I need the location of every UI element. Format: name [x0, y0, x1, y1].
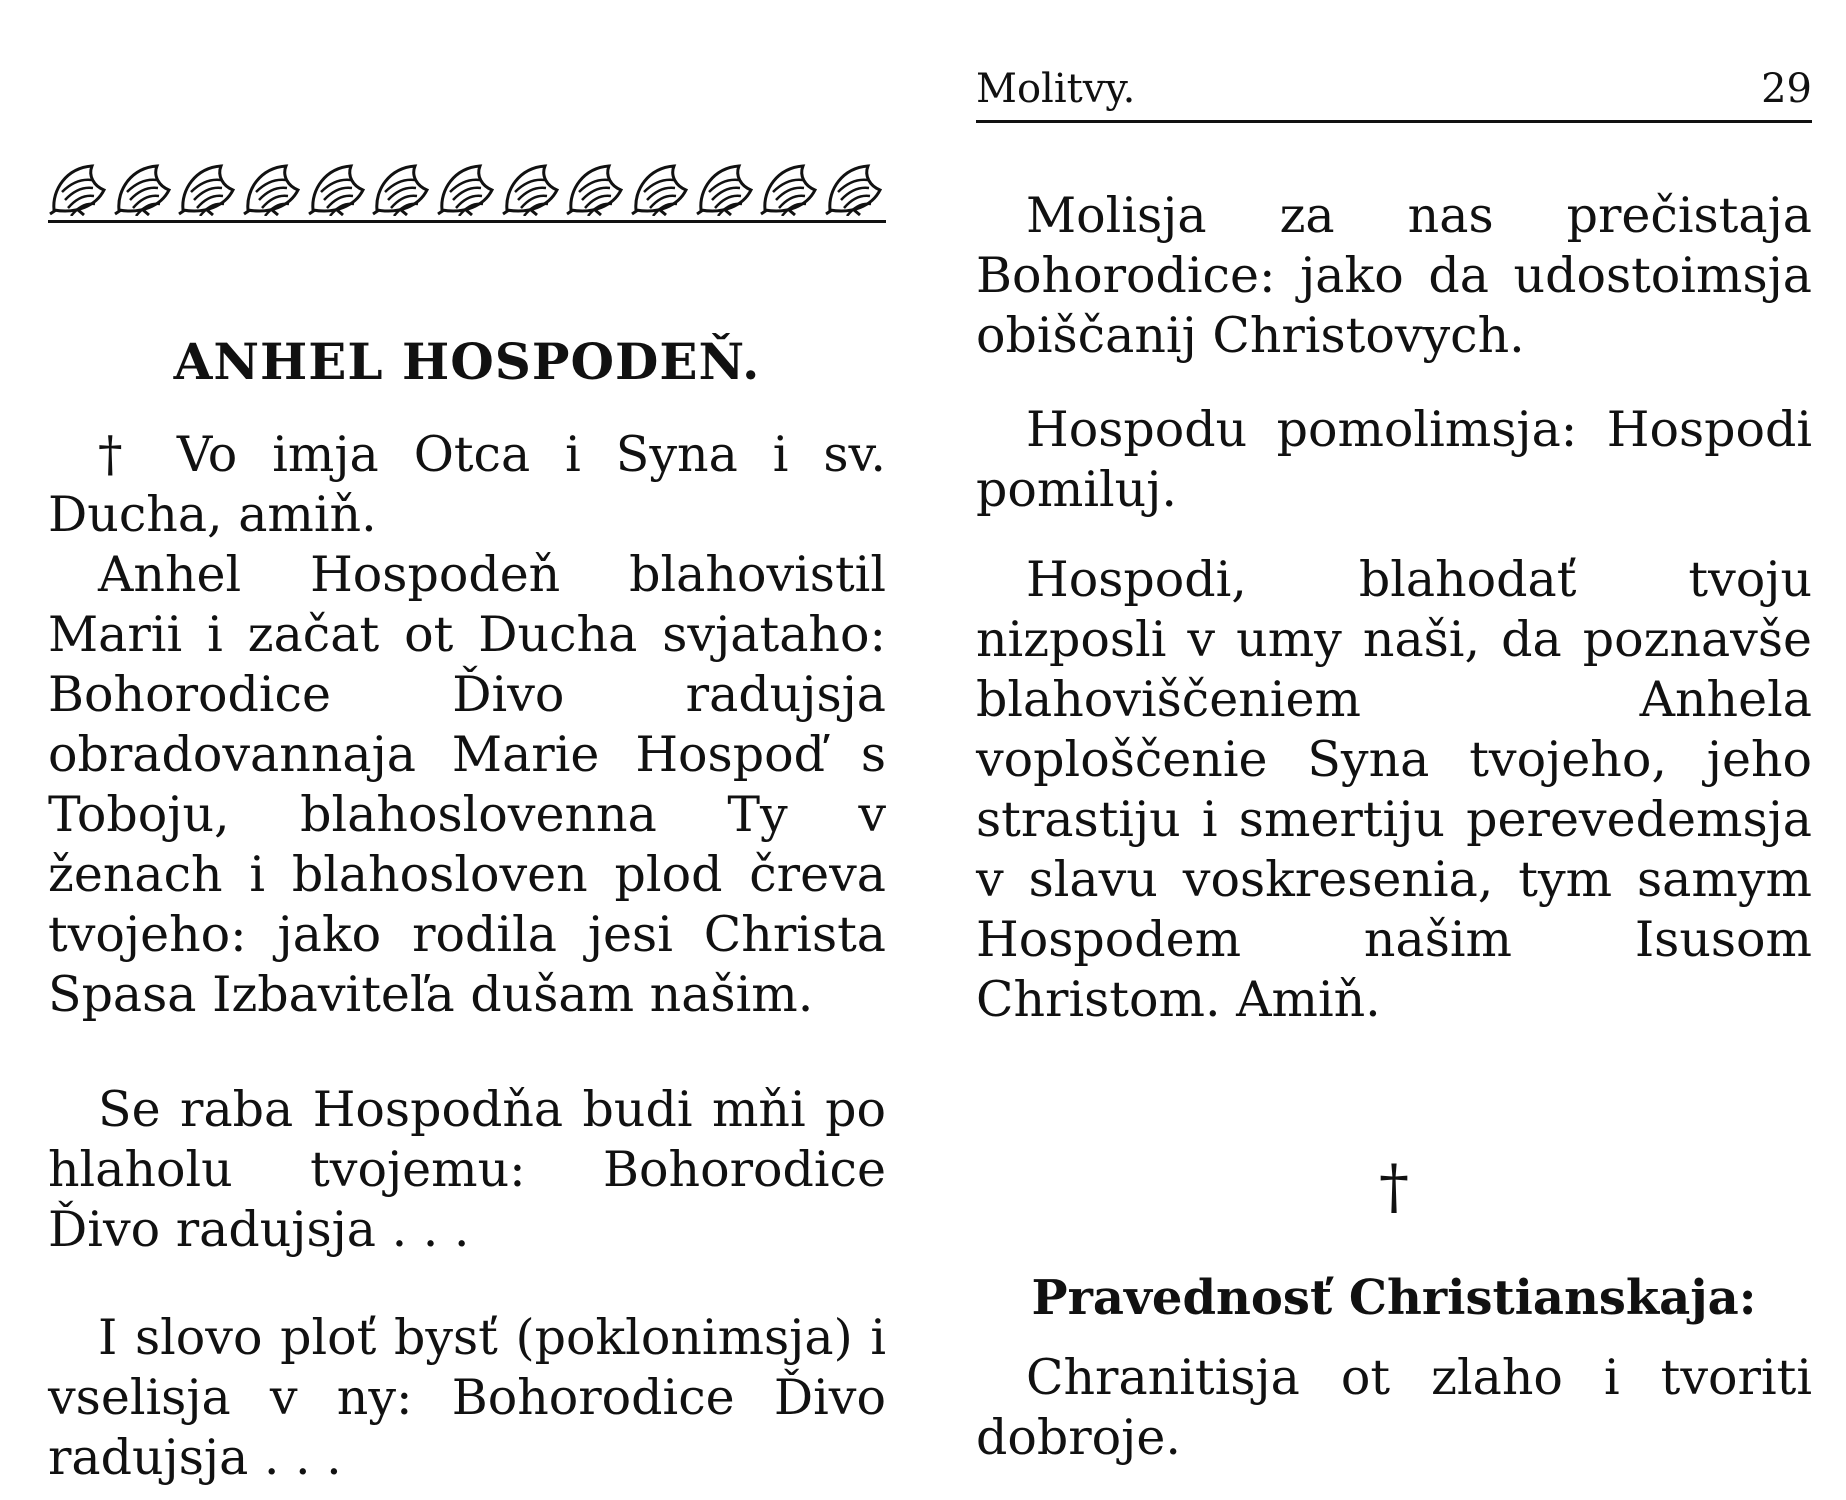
section-subheading: Pravednosť Christianskaja:: [1031, 1270, 1757, 1326]
paragraph-kyrie: Hospodu pomolimsja: Hospodi pomiluj.: [976, 401, 1812, 518]
leaf-ornament-icon: [307, 160, 369, 216]
leaf-ornament-icon: [630, 160, 692, 216]
paragraph-handmaid: Se raba Hospodňa budi mňi po hlaholu tvojemu: Bohorodice Ďivo radujsja . . .: [48, 1081, 886, 1258]
leaf-ornament-icon: [436, 160, 498, 216]
page-number: 29: [1761, 66, 1812, 112]
leaf-ornament-icon: [113, 160, 175, 216]
paragraph-invocation: † Vo imja Otca i Syna i sv. Ducha, amiň.: [48, 426, 886, 543]
paragraph-collect: Hospodi, blahodať tvoju nizposli v umy naši, da poznavše blahoviščeniem Anhela voploščenie Syna tvojeho, jeho strastiju i smertiju perevedemsja v slavu voskresenia, tym samym Hospodem našim Isusom Christom. Amiň.: [976, 551, 1812, 1028]
leaf-ornament-icon: [177, 160, 239, 216]
leaf-ornament-icon: [371, 160, 433, 216]
leaf-ornament-icon: [242, 160, 304, 216]
paragraph-intercession: Molisja za nas prečistaja Bohorodice: jako da udostoimsja obiščanij Christovych.: [976, 187, 1812, 364]
running-title: Molitvy.: [976, 66, 1136, 112]
cross-icon: †: [1379, 1152, 1409, 1222]
leaf-ornament-icon: [695, 160, 757, 216]
leaf-ornament-icon: [48, 160, 110, 216]
leaf-ornament-icon: [501, 160, 563, 216]
paragraph-word-flesh: I slovo ploť bysť (poklonimsja) i vselisja v ny: Bohorodice Ďivo radujsja . . .: [48, 1309, 886, 1486]
leaf-ornament-icon: [759, 160, 821, 216]
running-header: [976, 62, 1812, 123]
paragraph-annunciation: Anhel Hospodeň blahovistil Marii i začat ot Ducha svjataho: Bohorodice Ďivo radujsja obradovannaja Marie Hospoď s Toboju, blahoslovenna Ty v ženach i blahosloven plod čreva tvojeho: jako rodila jesi Christa Spasa Izbaviteľa dušam našim.: [48, 546, 886, 1023]
ornament-border: [48, 155, 886, 223]
page-title: ANHEL HOSPODEŇ.: [173, 332, 761, 391]
leaf-ornament-icon: [824, 160, 886, 216]
paragraph-righteousness: Chranitisja ot zlaho i tvoriti dobroje.: [976, 1349, 1812, 1466]
leaf-ornament-icon: [565, 160, 627, 216]
